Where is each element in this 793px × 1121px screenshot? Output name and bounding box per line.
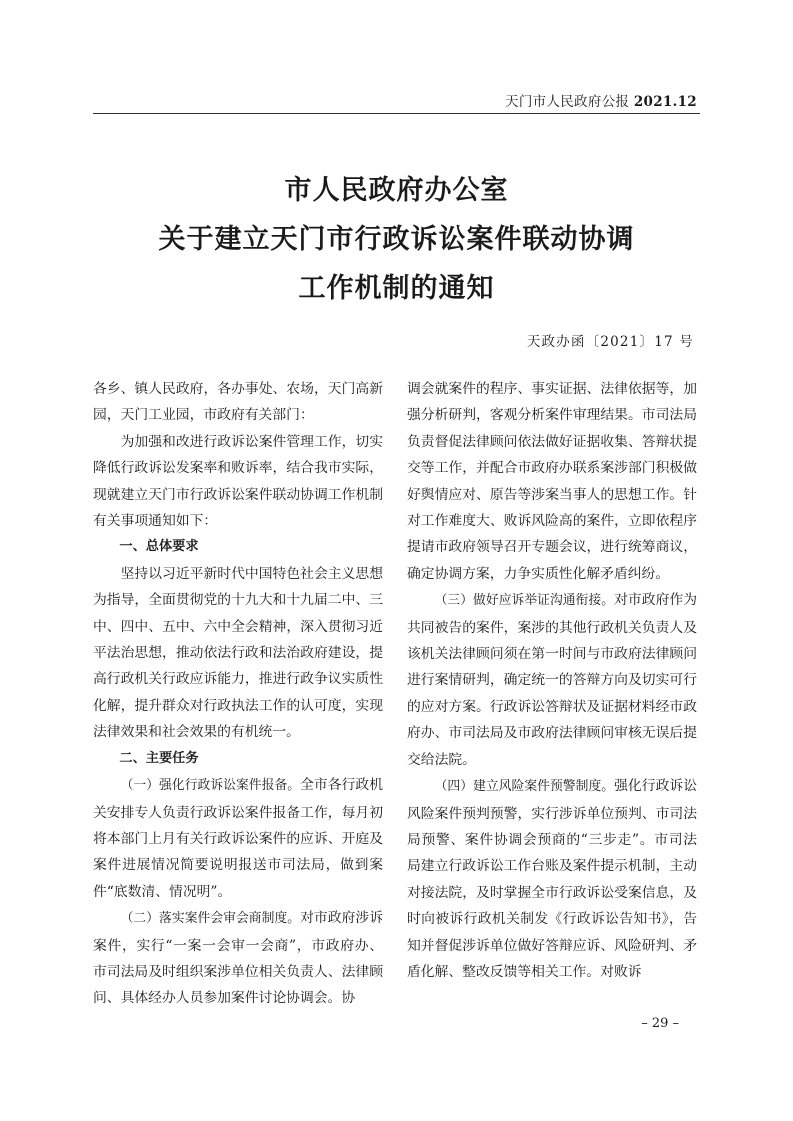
intro-paragraph: 为加强和改进行政诉讼案件管理工作，切实降低行政诉讼发案率和败诉率，结合我市实际，现就建立天门市行政诉讼案件联动协调工作机制有关事项通知如下： xyxy=(93,433,383,530)
issue-number: 2021.12 xyxy=(633,94,697,110)
right-column xyxy=(407,376,697,985)
item-1-body: 全市各行政机关安排专人负责行政诉讼案件报备工作，每月初将本部门上月有关行政诉讼案件的应诉、开庭及案件进展情况简要说明报送市司法局，做到案件“底数清、情况明”。 xyxy=(93,777,384,900)
document-title xyxy=(0,166,793,313)
item-2-title: （二）落实案件会审会商制度。 xyxy=(120,911,301,927)
header-rule xyxy=(93,113,700,114)
item-2-paragraph xyxy=(93,905,383,1012)
section-1-body: 坚持以习近平新时代中国特色社会主义思想为指导，全面贯彻党的十九大和十九届二中、三中、四中、五中、六中全会精神，深入贯彻习近平法治思想，推动依法行政和法治政府建设，提高行政机关行政应诉能力，推进行政争议实质性化解，提升群众对行政执法工作的认可度，实现法律效果和社会效果的有机统一。 xyxy=(93,565,383,741)
item-2-body: 对市政府涉诉案件，实行“一案一会审一会商”，市政府办、市司法局及时组织案涉单位相关负责人、法律顾问、具体经办人员参加案件讨论协调会。协 xyxy=(93,910,384,1007)
item-4-paragraph xyxy=(407,773,697,985)
title-line-2: 关于建立天门市行政诉讼案件联动协调 xyxy=(158,224,635,255)
item-1-paragraph xyxy=(93,772,383,905)
section-2-heading: 二、主要任务 xyxy=(119,750,199,766)
item-4-body: 强化行政诉讼风险案件预判预警，实行涉诉单位预判、市司法局预警、案件协调会预商的“三步走”。市司法局建立行政诉讼工作台账及案件提示机制，主动对接法院，及时掌握全市行政诉讼受案信息，及时向被诉行政机关制发《行政诉讼告知书》，告知并督促涉诉单位做好答辩应诉、风险研判、矛盾化解、整改反馈等相关工作。对败诉 xyxy=(407,778,698,980)
title-line-3: 工作机制的通知 xyxy=(298,273,495,304)
document-number: 天政办函〔2021〕17 号 xyxy=(526,334,694,350)
item-3-body: 对市政府作为共同被告的案件，案涉的其他行政机关负责人及该机关法律顾问须在第一时间与市政府法律顾问进行案情研判，确定统一的答辩方向及切实可行的应对方案。行政诉讼答辩状及证据材料经市政府办、市司法局及市政府法律顾问审核无误后提交给法院。 xyxy=(407,592,698,768)
addressee: 各乡、镇人民政府，各办事处、农场，天门高新园，天门工业园，市政府有关部门： xyxy=(93,381,383,424)
publication-name: 天门市人民政府公报 xyxy=(505,94,630,110)
left-column xyxy=(93,376,383,1012)
section-1-heading: 一、总体要求 xyxy=(119,539,199,555)
item-3-paragraph xyxy=(407,587,697,773)
item-2-continued: 调会就案件的程序、事实证据、法律依据等，加强分析研判，客观分析案件审理结果。市司法局负责督促法律顾问依法做好证据收集、答辩状提交等工作，并配合市政府办联系案涉部门积极做好舆情应对、原告等涉案当事人的思想工作。针对工作难度大、败诉风险高的案件，立即依程序提请市政府领导召开专题会议，进行统筹商议，确定协调方案，力争实质性化解矛盾纠纷。 xyxy=(407,381,697,582)
item-3-title: （三）做好应诉举证沟通衔接。 xyxy=(434,593,615,609)
page-number: – 29 – xyxy=(641,1016,679,1031)
item-1-title: （一）强化行政诉讼案件报备。 xyxy=(120,778,301,794)
running-header xyxy=(505,90,697,110)
title-line-1: 市人民政府办公室 xyxy=(284,175,509,206)
item-4-title: （四）建立风险案件预警制度。 xyxy=(434,779,615,795)
